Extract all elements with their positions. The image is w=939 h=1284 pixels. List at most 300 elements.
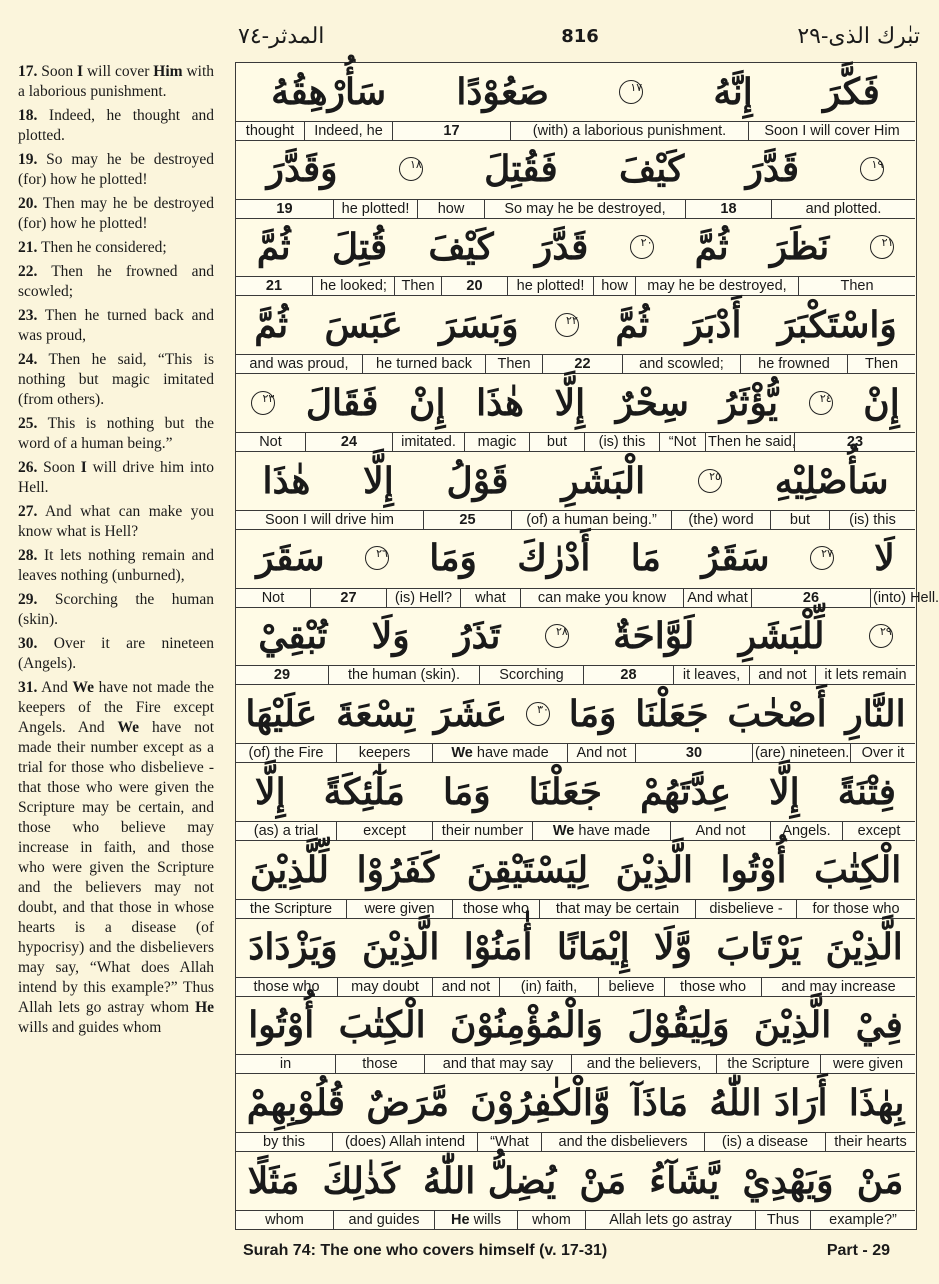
gloss-cell: those: [335, 1055, 424, 1073]
arabic-word: الْبَشَرِ: [561, 459, 646, 502]
ayah-marker: ٢١: [870, 235, 894, 259]
arabic-word: كَيْفَ: [428, 226, 494, 269]
gloss-cell: he turned back: [362, 355, 485, 373]
arabic-word: ثُمَّ: [615, 303, 650, 346]
gloss-cell: and that may say: [424, 1055, 571, 1073]
arabic-word: مَثَلًا: [247, 1159, 300, 1202]
verse-number: 30.: [18, 635, 38, 652]
translation-verse: [18, 546, 214, 586]
arabic-word: صَعُوْدًا: [456, 70, 549, 113]
arabic-word: إِنْ: [863, 381, 900, 424]
arabic-word: وَيَهْدِيْ: [742, 1159, 834, 1202]
part-number-footer: Part - 29: [826, 1242, 890, 1259]
gloss-cell: were given: [346, 900, 452, 918]
gloss-cell: and the believers,: [571, 1055, 716, 1073]
ayah-number-cell: 30: [635, 744, 752, 762]
grid-row: [236, 141, 915, 219]
arabic-word: ثُمَّ: [254, 303, 289, 346]
page-number: 816: [561, 26, 599, 47]
ayah-number-cell: 24: [305, 433, 392, 451]
gloss-cell: and scowled;: [622, 355, 740, 373]
ayah-number-cell: 21: [265, 278, 283, 295]
arabic-word: الْكِتٰبَ: [814, 848, 902, 891]
arabic-word: لِيَسْتَيْقِنَ: [466, 848, 589, 891]
ayah-number-cell: 26: [751, 589, 870, 607]
gloss-cell: but: [770, 511, 829, 529]
gloss-cell: in: [279, 1056, 292, 1073]
gloss-cell: can make you know: [520, 589, 683, 607]
english-gloss-line: [236, 1210, 915, 1229]
gloss-cell: it lets remain: [815, 666, 915, 684]
arabic-word: أَصْحٰبَ: [727, 692, 827, 735]
verse-text: Indeed, he thought and plotted.: [18, 107, 214, 144]
arabic-line: [236, 685, 915, 742]
gloss-cell: their number: [432, 822, 532, 840]
verse-text: Then he said, “This is nothing but magic imitated (from others).: [18, 351, 214, 408]
gloss-cell: Allah lets go astray: [585, 1211, 755, 1229]
grid-row: [236, 685, 915, 763]
arabic-word: أَدْرٰكَ: [517, 537, 591, 580]
arabic-word: يُّؤْثَرُ: [719, 381, 779, 424]
arabic-word: قُلُوْبِهِمْ: [246, 1081, 345, 1124]
gloss-cell: and not: [432, 978, 499, 996]
arabic-word: وَالْمُؤْمِنُوْنَ: [450, 1004, 603, 1047]
gloss-cell: and not: [749, 666, 815, 684]
arabic-word: سَقَرَ: [256, 537, 325, 580]
translation-verse: [18, 262, 214, 302]
grid-row: [236, 608, 915, 686]
english-gloss-line: [236, 1132, 915, 1151]
arabic-word: عِدَّتَهُمْ: [640, 770, 732, 813]
verse-number: 29.: [18, 591, 38, 608]
gloss-cell: except: [336, 822, 432, 840]
gloss-cell: (of) the Fire: [248, 745, 324, 762]
arabic-word: ثُمَّ: [694, 226, 729, 269]
gloss-cell: And not: [670, 822, 770, 840]
arabic-word: سِحْرٌ: [615, 381, 689, 424]
arabic-word: فِيْ: [855, 1004, 903, 1047]
gloss-cell: he plotted!: [333, 200, 417, 218]
arabic-word: يُضِلُّ اللّٰهُ: [423, 1159, 557, 1202]
gloss-cell: (as) a trial: [253, 822, 319, 839]
arabic-word: أُوْتُوا: [248, 1004, 315, 1047]
arabic-word: وَمَا: [442, 770, 491, 813]
juz-name-arabic: تبٰرك الذى-٢٩: [797, 24, 920, 49]
arabic-word: وَبَسَرَ: [439, 303, 519, 346]
arabic-word: لِّلْبَشَرِ: [738, 615, 825, 658]
gloss-cell: imitated.: [392, 433, 464, 451]
grid-row: [236, 1074, 915, 1152]
arabic-word: كَيْفَ: [618, 148, 685, 191]
grid-row: [236, 1152, 915, 1230]
arabic-word: أُوْتُوا: [720, 848, 787, 891]
english-gloss-line: [236, 432, 915, 451]
arabic-line: [236, 841, 915, 898]
gloss-cell: the Scripture: [716, 1055, 820, 1073]
arabic-word: فَقَالَ: [305, 381, 379, 424]
gloss-cell: example?”: [810, 1211, 915, 1229]
grid-row: [236, 374, 915, 452]
arabic-word: لَا: [874, 537, 895, 580]
arabic-line: [236, 997, 915, 1054]
arabic-word: مَنْ: [579, 1159, 627, 1202]
arabic-word: جَعَلْنَا: [635, 692, 709, 735]
arabic-word: فِتْنَةً: [837, 770, 896, 813]
gloss-cell: but: [529, 433, 584, 451]
ayah-number-cell: 18: [685, 200, 771, 218]
translation-verse: [18, 458, 214, 498]
grid-row: [236, 219, 915, 297]
gloss-cell: Soon I will drive him: [265, 511, 394, 528]
translation-verse: [18, 150, 214, 190]
ayah-number-cell: 27: [310, 589, 386, 607]
translation-verse: [18, 238, 214, 258]
grid-row: [236, 452, 915, 530]
arabic-word: إِنْ: [409, 381, 446, 424]
ayah-marker: ٢٤: [809, 391, 833, 415]
arabic-word: مَا: [630, 537, 661, 580]
arabic-word: تِسْعَةَ: [336, 692, 415, 735]
arabic-word: قَدَّرَ: [534, 226, 589, 269]
gloss-cell: what: [460, 589, 520, 607]
gloss-cell: Scorching: [479, 666, 583, 684]
gloss-cell: Soon I will cover Him: [748, 122, 915, 140]
arabic-word: الَّذِيْنَ: [615, 848, 693, 891]
gloss-cell: whom: [517, 1211, 585, 1229]
arabic-word: إِلَّا: [255, 770, 286, 813]
verse-number: 27.: [18, 503, 38, 520]
arabic-word: لِّلَّذِيْنَ: [249, 848, 330, 891]
gloss-cell: Then: [847, 355, 915, 373]
arabic-word: تَذَرُ: [454, 615, 501, 658]
gloss-cell: how: [417, 200, 484, 218]
ayah-marker: ١٧: [619, 80, 643, 104]
ayah-marker: ٢٨: [545, 624, 569, 648]
arabic-word: هٰذَا: [262, 459, 311, 502]
ayah-marker: ٢٧: [810, 546, 834, 570]
gloss-cell: except: [842, 822, 915, 840]
gloss-cell: it leaves,: [673, 666, 749, 684]
english-gloss-line: [236, 199, 915, 218]
arabic-word: إِلَّا: [363, 459, 394, 502]
arabic-word: أٰمَنُوْا: [463, 926, 533, 969]
verse-text: So may he be destroyed (for) how he plotted!: [18, 151, 214, 188]
arabic-word: وَيَزْدَادَ: [248, 926, 338, 969]
gloss-cell: He wills: [434, 1211, 517, 1229]
surah-name-arabic: المدثر-٧٤: [238, 24, 325, 49]
page-header: [0, 22, 938, 56]
word-by-word-grid: [235, 62, 939, 1230]
arabic-word: هٰذَا: [476, 381, 524, 424]
gloss-cell: Not: [259, 433, 282, 450]
ayah-number-cell: 29: [273, 667, 291, 684]
gloss-cell: may he be destroyed,: [635, 277, 798, 295]
english-gloss-line: [236, 743, 915, 762]
gloss-cell: (are) nineteen.: [752, 744, 850, 762]
grid-row: [236, 997, 915, 1075]
arabic-word: تُبْقِيْ: [258, 615, 328, 658]
verse-number: 22.: [18, 263, 38, 280]
arabic-word: سَقَرُ: [701, 537, 770, 580]
arabic-line: [236, 1074, 915, 1131]
arabic-word: الَّذِيْنَ: [825, 926, 903, 969]
grid-row: [236, 63, 915, 141]
gloss-cell: Indeed, he: [304, 122, 392, 140]
arabic-word: إِلَّا: [554, 381, 586, 424]
english-gloss-line: [236, 665, 915, 684]
verse-text: Soon I will drive him into Hell.: [18, 459, 215, 496]
arabic-word: وَّلَا: [654, 926, 692, 969]
gloss-cell: Then: [798, 277, 915, 295]
arabic-word: وَاسْتَكْبَرَ: [777, 303, 897, 346]
gloss-cell: Not: [261, 589, 285, 606]
arabic-word: أَرَادَ اللّٰهُ: [709, 1081, 828, 1124]
arabic-word: يَّشَآءُ: [649, 1159, 720, 1202]
translation-verse: [18, 306, 214, 346]
gloss-cell: were given: [820, 1055, 915, 1073]
arabic-word: وَّالْكٰفِرُوْنَ: [470, 1081, 611, 1124]
arabic-word: بِهٰذَا: [848, 1081, 905, 1124]
arabic-word: الَّذِيْنَ: [753, 1004, 832, 1047]
gloss-cell: (into) Hell.: [870, 589, 915, 607]
translation-verse: [18, 634, 214, 674]
arabic-word: يَرْتَابَ: [716, 926, 802, 969]
gloss-cell: And what: [683, 589, 751, 607]
english-gloss-line: [236, 121, 915, 140]
gloss-cell: “Not: [659, 433, 705, 451]
translation-column: [18, 62, 214, 1042]
arabic-word: عَلَيْهَا: [245, 692, 318, 735]
ayah-number-cell: 20: [441, 277, 507, 295]
gloss-cell: believe: [598, 978, 664, 996]
arabic-word: الْكِتٰبَ: [338, 1004, 426, 1047]
arabic-line: [236, 296, 915, 353]
gloss-cell: and guides: [333, 1211, 434, 1229]
gloss-cell: (is) Hell?: [386, 589, 460, 607]
ayah-number-cell: 17: [392, 122, 510, 140]
verse-text: Then he frowned and scowled;: [18, 263, 214, 300]
translation-verse: [18, 194, 214, 234]
english-gloss-line: [236, 977, 915, 996]
gloss-cell: (the) word: [671, 511, 770, 529]
verse-text: And what can make you know what is Hell?: [18, 503, 214, 540]
verse-text: This is nothing but the word of a human being.”: [18, 415, 214, 452]
ayah-number-cell: 19: [276, 200, 293, 217]
ayah-marker: ٢٣: [251, 391, 275, 415]
arabic-word: سَأُرْهِقُهُ: [271, 70, 387, 113]
arabic-line: [236, 763, 915, 820]
verse-text: Then he considered;: [37, 239, 167, 256]
english-gloss-line: [236, 510, 915, 529]
translation-verse: [18, 678, 214, 1038]
verse-text: Scorching the human (skin).: [18, 591, 214, 628]
gloss-cell: whom: [265, 1211, 304, 1228]
arabic-word: مَاذَآ: [631, 1081, 689, 1124]
gloss-cell: (with) a laborious punishment.: [510, 122, 748, 140]
grid-row: [236, 841, 915, 919]
verse-text: Over it are nineteen (Angels).: [18, 635, 214, 672]
gloss-cell: (of) a human being.”: [511, 511, 671, 529]
translation-verse: [18, 62, 214, 102]
english-gloss-line: [236, 276, 915, 295]
gloss-cell: (is) this: [829, 511, 915, 529]
gloss-cell: (in) faith,: [499, 978, 598, 996]
grid-row: [236, 530, 939, 608]
verse-number: 23.: [18, 307, 38, 324]
arabic-word: إِلَّا: [769, 770, 800, 813]
verse-text: It lets nothing remain and leaves nothing (unburned),: [18, 547, 214, 584]
gloss-cell: and was proud,: [249, 356, 349, 373]
verse-number: 20.: [18, 195, 38, 212]
verse-number: 25.: [18, 415, 38, 432]
gloss-cell: and may increase: [761, 978, 915, 996]
gloss-cell: thought: [245, 122, 295, 139]
gloss-cell: those who: [664, 978, 761, 996]
arabic-word: الَّذِيْنَ: [362, 926, 440, 969]
gloss-cell: (is) a disease: [704, 1133, 825, 1151]
gloss-cell: their hearts: [825, 1133, 915, 1151]
gloss-cell: (is) this: [584, 433, 659, 451]
gloss-cell: Angels.: [770, 822, 842, 840]
gloss-cell: We have made: [532, 822, 670, 840]
ayah-number-cell: 28: [583, 666, 673, 684]
verse-number: 17.: [18, 63, 38, 80]
ayah-marker: ٣٠: [526, 702, 550, 726]
arabic-word: ثُمَّ: [256, 226, 291, 269]
arabic-word: وَلِيَقُوْلَ: [627, 1004, 730, 1047]
gloss-cell: magic: [464, 433, 529, 451]
gloss-cell: “What: [477, 1133, 541, 1151]
ayah-marker: ٢٠: [630, 235, 654, 259]
gloss-cell: that may be certain: [539, 900, 695, 918]
verse-text: Then may he be destroyed (for) how he plotted!: [18, 195, 214, 232]
gloss-cell: disbelieve -: [695, 900, 796, 918]
arabic-word: نَظَرَ: [769, 226, 830, 269]
verse-number: 31.: [18, 679, 38, 696]
arabic-word: مَنْ: [856, 1159, 904, 1202]
arabic-word: وَلَا: [371, 615, 410, 658]
gloss-cell: Over it: [850, 744, 915, 762]
arabic-word: وَمَا: [568, 692, 617, 735]
english-gloss-line: [236, 821, 915, 840]
verse-text: Soon I will cover Him with a laborious punishment.: [18, 63, 215, 100]
gloss-cell: And not: [567, 744, 635, 762]
arabic-word: لَوَّاحَةٌ: [613, 615, 695, 658]
grid-row: [236, 919, 915, 997]
translation-verse: [18, 414, 214, 454]
arabic-word: قَوْلُ: [446, 459, 509, 502]
english-gloss-line: [236, 899, 915, 918]
ayah-marker: ٢٢: [555, 313, 579, 337]
verse-text: And We have not made the keepers of the Fire except Angels. And We have not made their number except as a trial for those who disbelieve - that those who were given the Scripture may be certain, and those who believe may increase in faith, and those who were given the Scripture and the believers may not doubt, and that those in whose hearts is a disease (of hypocrisy) and the disbelievers may say, “What does Allah intend by this example?” Thus Allah lets go astray whom He wills and guides whom: [18, 679, 214, 1036]
arabic-word: فَكَّرَ: [822, 70, 880, 113]
arabic-line: [236, 608, 915, 665]
translation-verse: [18, 502, 214, 542]
arabic-line: [236, 63, 915, 120]
gloss-cell: by this: [263, 1134, 305, 1151]
gloss-cell: keepers: [336, 744, 432, 762]
ayah-marker: ٢٥: [698, 469, 722, 493]
gloss-cell: the Scripture: [249, 900, 333, 917]
arabic-word: عَشَرَ: [433, 692, 508, 735]
ayah-number-cell: 23: [794, 433, 915, 451]
gloss-cell: Then he said,: [705, 433, 794, 451]
grid-row: [236, 296, 915, 374]
arabic-word: قُتِلَ: [331, 226, 388, 269]
verse-number: 28.: [18, 547, 38, 564]
verse-number: 21.: [18, 239, 38, 256]
ayah-marker: ١٨: [399, 157, 423, 181]
gloss-cell: Thus: [755, 1211, 810, 1229]
translation-verse: [18, 590, 214, 630]
arabic-line: [236, 530, 915, 587]
translation-verse: [18, 350, 214, 410]
english-gloss-line: [236, 588, 939, 607]
arabic-word: مَّرَضٌ: [366, 1081, 449, 1124]
arabic-line: [236, 374, 915, 431]
gloss-cell: Then: [394, 277, 441, 295]
arabic-word: النَّارِ: [845, 692, 906, 735]
english-gloss-line: [236, 354, 915, 373]
ayah-number-cell: 25: [423, 511, 511, 529]
gloss-cell: those who: [253, 978, 320, 995]
verse-number: 24.: [18, 351, 38, 368]
arabic-word: إِيْمَانًا: [556, 926, 630, 969]
arabic-word: أَدْبَرَ: [685, 303, 742, 346]
verse-number: 18.: [18, 107, 38, 124]
gloss-cell: how: [593, 277, 635, 295]
arabic-line: [236, 452, 915, 509]
ayah-marker: ١٩: [860, 157, 884, 181]
gloss-cell: We have made: [432, 744, 567, 762]
arabic-word: كَذٰلِكَ: [322, 1159, 400, 1202]
arabic-word: وَقَدَّرَ: [266, 148, 338, 191]
arabic-word: جَعَلْنَا: [528, 770, 603, 813]
gloss-cell: may doubt: [337, 978, 432, 996]
gloss-cell: those who: [452, 900, 539, 918]
gloss-cell: So may he be destroyed,: [484, 200, 685, 218]
gloss-cell: and the disbelievers: [541, 1133, 704, 1151]
arabic-word: قَدَّرَ: [745, 148, 800, 191]
gloss-cell: and plotted.: [771, 200, 915, 218]
grid-row: [236, 763, 915, 841]
english-gloss-line: [236, 1054, 915, 1073]
arabic-line: [236, 1152, 915, 1209]
verse-text: Then he turned back and was proud,: [18, 307, 214, 344]
arabic-word: فَقُتِلَ: [484, 148, 558, 191]
verse-number: 26.: [18, 459, 38, 476]
gloss-cell: for those who: [796, 900, 915, 918]
arabic-word: عَبَسَ: [324, 303, 403, 346]
translation-verse: [18, 106, 214, 146]
gloss-cell: he looked;: [312, 277, 394, 295]
ayah-marker: ٢٩: [869, 624, 893, 648]
gloss-cell: he frowned: [740, 355, 847, 373]
ayah-number-cell: 22: [542, 355, 622, 373]
arabic-word: كَفَرُوْا: [356, 848, 440, 891]
gloss-cell: the human (skin).: [328, 666, 479, 684]
arabic-line: [236, 919, 915, 976]
gloss-cell: he plotted!: [507, 277, 593, 295]
gloss-cell: Then: [485, 355, 542, 373]
arabic-line: [236, 219, 915, 276]
ayah-marker: ٢٦: [365, 546, 389, 570]
arabic-word: مَلٰٓئِكَةً: [323, 770, 405, 813]
arabic-line: [236, 141, 915, 198]
arabic-word: إِنَّهُ: [713, 70, 753, 113]
verse-number: 19.: [18, 151, 38, 168]
arabic-word: وَمَا: [429, 537, 477, 580]
